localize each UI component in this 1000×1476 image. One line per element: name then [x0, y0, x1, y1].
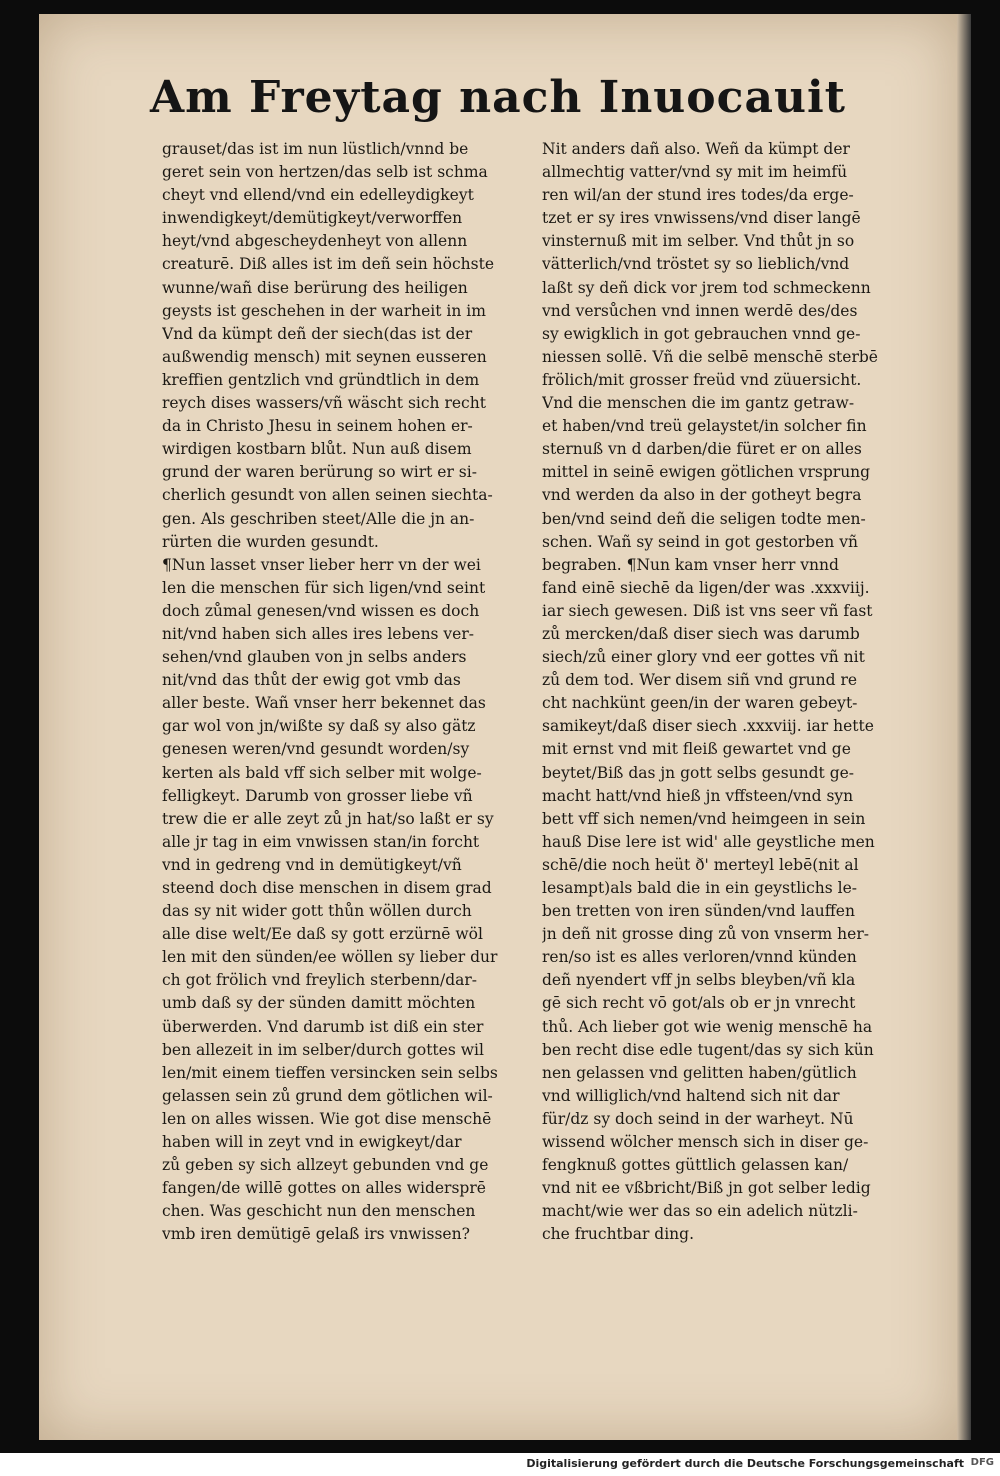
text-line: reych dises wassers/vñ wäscht sich recht: [162, 394, 486, 413]
text-line: alle jr tag in eim vnwissen stan/in forcht: [162, 832, 480, 851]
text-line: cherlich gesundt von allen seinen siechta-: [162, 486, 493, 505]
text-line: thů. Ach lieber got wie wenig menschē ha: [542, 1017, 873, 1036]
text-line: frölich/mit grosser freüd vnd züuersicht.: [542, 370, 862, 389]
text-line: vätterlich/vnd tröstet sy so lieblich/vnd: [542, 255, 850, 274]
text-line: sternuß vn d darben/die füret er on alles: [542, 440, 862, 459]
funding-note: Digitalisierung gefördert durch die Deutsche Forschungsgemeinschaft: [526, 1457, 964, 1470]
left-text-column: [162, 138, 512, 1247]
text-line: für/dz sy doch seind in der warheyt. Nū: [542, 1109, 854, 1128]
text-line: ren/so ist es alles verloren/vnnd künden: [542, 948, 857, 967]
text-line: wissend wölcher mensch sich in diser ge-: [542, 1133, 869, 1152]
book-page: [39, 14, 957, 1440]
text-line: das sy nit wider gott thůn wöllen durch: [162, 902, 472, 921]
text-line: grauset/das ist im nun lüstlich/vnnd be: [162, 140, 469, 158]
text-line: genesen weren/vnd gesundt worden/sy: [162, 740, 470, 759]
text-line: cheyt vnd ellend/vnd ein edelleydigkeyt: [162, 186, 474, 205]
text-line: gelassen sein zů grund dem götlichen wil-: [162, 1086, 493, 1105]
text-line: doch zůmal genesen/vnd wissen es doch: [162, 601, 480, 620]
text-line: wunne/wañ dise berürung des heiligen: [162, 278, 468, 297]
text-line: nit/vnd das thůt der ewig got vmb das: [162, 671, 461, 690]
dfg-logo: DFG: [970, 1457, 994, 1468]
text-line: nen gelassen vnd gelitten haben/gütlich: [542, 1063, 857, 1082]
text-line: jn deñ nit grosse ding zů von vnserm her-: [542, 925, 869, 944]
text-line: vnd in gedreng vnd in demütigkeyt/vñ: [162, 855, 462, 874]
text-line: deñ nyendert vff jn selbs bleyben/vñ kla: [542, 971, 856, 990]
text-line: len/mit einem tieffen versincken sein selbs: [162, 1063, 498, 1082]
text-line: vnd werden da also in der gotheyt begra: [542, 486, 862, 505]
text-line: hauß Dise lere ist wid' alle geystliche men: [542, 832, 875, 851]
text-line: grund der waren berürung so wirt er si-: [162, 463, 477, 482]
text-line: allmechtig vatter/vnd sy mit im heimfü: [542, 163, 848, 182]
text-line: tzet er sy ires vnwissens/vnd diser langē: [542, 209, 861, 228]
text-line: vnd williglich/vnd haltend sich nit dar: [542, 1086, 840, 1105]
text-line: Nit anders dañ also. Weñ da kümpt der: [542, 140, 850, 158]
text-line: außwendig mensch) mit seynen eusseren: [162, 347, 487, 366]
text-line: laßt sy deñ dick vor jrem tod schmeckenn: [542, 278, 871, 297]
text-line: mit ernst vnd mit fleiß gewartet vnd ge: [542, 740, 851, 759]
text-line: vnd nit ee vßbricht/Biß jn got selber ledig: [542, 1179, 871, 1198]
text-line: gar wol von jn/wißte sy daß sy also gätz: [162, 717, 476, 736]
text-line: fand einē siechē da ligen/der was .xxxviij.: [542, 578, 870, 597]
text-line: zů dem tod. Wer disem siñ vnd grund re: [542, 671, 858, 690]
text-line: ren wil/an der stund ires todes/da erge-: [542, 186, 854, 205]
text-line: kerten als bald vff sich selber mit wolge-: [162, 763, 482, 782]
text-line: cht nachkünt geen/in der waren gebeyt-: [542, 694, 858, 713]
text-line: gē sich recht vō got/als ob er jn vnrecht: [542, 994, 856, 1013]
text-line: da in Christo Jhesu in seinem hohen er-: [162, 417, 473, 436]
text-line: schen. Wañ sy seind in got gestorben vñ: [542, 532, 858, 551]
text-line: rürten die wurden gesundt.: [162, 532, 379, 551]
text-line: schē/die noch heüt ð' merteyl lebē(nit al: [542, 855, 859, 874]
text-line: creaturē. Diß alles ist im deñ sein höchste: [162, 255, 495, 274]
text-line: et haben/vnd treü gelaystet/in solcher fin: [542, 417, 867, 436]
text-line: beytet/Biß das jn gott selbs gesundt ge-: [542, 763, 855, 782]
text-line: siech/zů einer glory vnd eer gottes vñ nit: [542, 648, 865, 667]
text-line: lesampt)als bald die in ein geystlichs le-: [542, 879, 858, 897]
text-line: len die menschen für sich ligen/vnd seint: [162, 578, 486, 597]
text-line: nit/vnd haben sich alles ires lebens ver-: [162, 624, 475, 643]
text-line: kreffien gentzlich vnd gründtlich in dem: [162, 370, 480, 389]
text-line: inwendigkeyt/demütigkeyt/verworffen: [162, 209, 463, 228]
text-line: samikeyt/daß diser siech .xxxviij. iar hette: [542, 717, 874, 736]
text-line: iar siech gewesen. Diß ist vns seer vñ fast: [542, 601, 873, 620]
text-line: gen. Als geschriben steet/Alle die jn an-: [162, 509, 475, 528]
text-line: Vnd die menschen die im gantz getraw-: [542, 394, 855, 413]
text-line: sehen/vnd glauben von jn selbs anders: [162, 648, 467, 667]
text-line: macht hatt/vnd hieß jn vffsteen/vnd syn: [542, 786, 854, 805]
text-line: macht/wie wer das so ein adelich nützli-: [542, 1202, 858, 1221]
text-line: umb daß sy der sünden damitt möchten: [162, 994, 476, 1013]
text-line: niessen sollē. Vñ die selbē menschē sterbē: [542, 347, 878, 366]
text-line: che fruchtbar ding.: [542, 1225, 694, 1244]
text-line: fangen/de willē gottes on alles widersprē: [162, 1179, 486, 1198]
text-line: sy ewigklich in got gebrauchen vnnd ge-: [542, 324, 861, 343]
text-line: len on alles wissen. Wie got dise menschē: [162, 1109, 492, 1128]
text-line: ben/vnd seind deñ die seligen todte men-: [542, 509, 866, 528]
text-line: steend doch dise menschen in disem grad: [162, 879, 492, 897]
text-line: len mit den sünden/ee wöllen sy lieber dur: [162, 948, 498, 967]
text-line: geret sein von hertzen/das selb ist schma: [162, 163, 488, 182]
text-line: wirdigen kostbarn blůt. Nun auß disem: [162, 440, 472, 459]
text-line: ¶Nun lasset vnser lieber herr vn der wei: [162, 555, 481, 574]
text-line: Vnd da kümpt deñ der siech(das ist der: [162, 324, 473, 343]
text-line: vnd versůchen vnd innen werdē des/des: [542, 301, 858, 320]
text-line: ch got frölich vnd freylich sterbenn/dar-: [162, 971, 478, 990]
text-line: fengknuß gottes güttlich gelassen kan/: [542, 1156, 849, 1175]
text-line: vmb iren demütigē gelaß irs vnwissen?: [162, 1225, 470, 1244]
page-heading: Am Freytag nach Inuocauit: [150, 72, 846, 123]
text-line: haben will in zeyt vnd in ewigkeyt/dar: [162, 1133, 462, 1152]
text-line: heyt/vnd abgescheydenheyt von allenn: [162, 232, 468, 251]
text-line: mittel in seinē ewigen götlichen vrsprung: [542, 463, 871, 482]
text-line: ben recht dise edle tugent/das sy sich kün: [542, 1040, 874, 1059]
right-text-column: [542, 138, 892, 1247]
text-line: alle dise welt/Ee daß sy gott erzürnē wöl: [162, 925, 483, 944]
text-line: ben tretten von iren sünden/vnd lauffen: [542, 902, 855, 921]
text-line: geysts ist geschehen in der warheit in im: [162, 301, 486, 320]
footer-bar: [0, 1453, 1000, 1476]
text-line: chen. Was geschicht nun den menschen: [162, 1202, 476, 1221]
text-line: überwerden. Vnd darumb ist diß ein ster: [162, 1017, 484, 1036]
text-line: zů mercken/daß diser siech was darumb: [542, 624, 860, 643]
text-line: felligkeyt. Darumb von grosser liebe vñ: [162, 786, 473, 805]
text-line: aller beste. Wañ vnser herr bekennet das: [162, 694, 486, 713]
text-line: bett vff sich nemen/vnd heimgeen in sein: [542, 809, 866, 828]
text-line: begraben. ¶Nun kam vnser herr vnnd: [542, 555, 839, 574]
text-line: ben allezeit in im selber/durch gottes wil: [162, 1040, 484, 1059]
text-line: trew die er alle zeyt zů jn hat/so laßt er sy: [162, 809, 494, 828]
text-line: vinsternuß mit im selber. Vnd thůt jn so: [542, 232, 855, 251]
text-line: zů geben sy sich allzeyt gebunden vnd ge: [162, 1156, 489, 1175]
